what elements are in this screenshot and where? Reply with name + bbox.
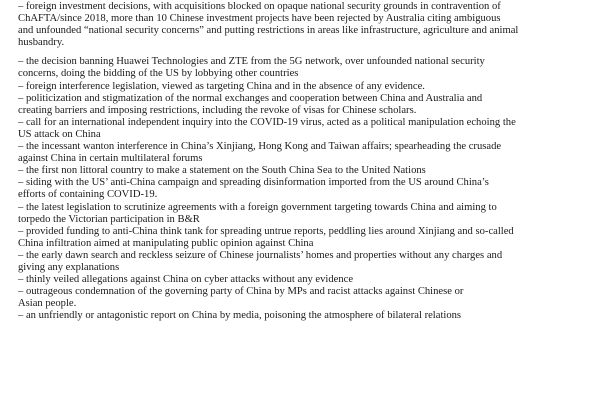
list-item: – the first non littoral country to make a statement on the South China Sea to the United Nations bbox=[18, 165, 426, 177]
list-item: – call for an international independent inquiry into the COVID-19 virus, acted as a political manipulation echoing the US attack on China bbox=[18, 116, 516, 140]
list-item: – thinly veiled allegations against China on cyber attacks without any evidence bbox=[18, 274, 354, 286]
list-item: – the incessant wanton interference in China’s Xinjiang, Hong Kong and Taiwan affairs; spearheading the crusade against China in certain multilateral forums bbox=[18, 141, 502, 165]
list-item: – provided funding to anti-China think tank for spreading untrue reports, peddling lies around Xinjiang and so-called China infiltration aimed at manipulating public opinion against China bbox=[18, 225, 514, 249]
grievance-list bbox=[18, 56, 598, 322]
list-item-investment: – foreign investment decisions, with acquisitions blocked on opaque national security grounds in contravention of ChAFTA/since 2018, more than 10 Chinese investment projects have been rejected by Australia citing ambiguous and unfounded “national security concerns” and putting restrictions in areas like infrastructure, agriculture and animal husbandry. bbox=[18, 1, 519, 49]
list-item: – the decision banning Huawei Technologies and ZTE from the 5G network, over unfounded national security concerns, doing the bidding of the US by lobbying other countries bbox=[18, 56, 485, 80]
list-item: – the early dawn search and reckless seizure of Chinese journalists’ homes and properties without any charges and giving any explanations bbox=[18, 249, 503, 273]
list-item: – siding with the US’ anti-China campaign and spreading disinformation imported from the US around China’s efforts of containing COVID-19. bbox=[18, 177, 489, 201]
list-item: – outrageous condemnation of the governing party of China by MPs and racist attacks against Chinese or Asian people. bbox=[18, 286, 464, 310]
list-item: – foreign interference legislation, viewed as targeting China and in the absence of any evidence. bbox=[18, 80, 425, 92]
list-item: – an unfriendly or antagonistic report on China by media, poisoning the atmosphere of bilateral relations bbox=[18, 310, 462, 322]
list-item: – the latest legislation to scrutinize agreements with a foreign government targeting towards China and aiming to torpedo the Victorian participation in B&R bbox=[18, 201, 497, 225]
list-item: – politicization and stigmatization of the normal exchanges and cooperation between China and Australia and creating barriers and imposing restrictions, including the revoke of visas for Chinese scholars. bbox=[18, 92, 483, 116]
document-body bbox=[18, 1, 598, 322]
